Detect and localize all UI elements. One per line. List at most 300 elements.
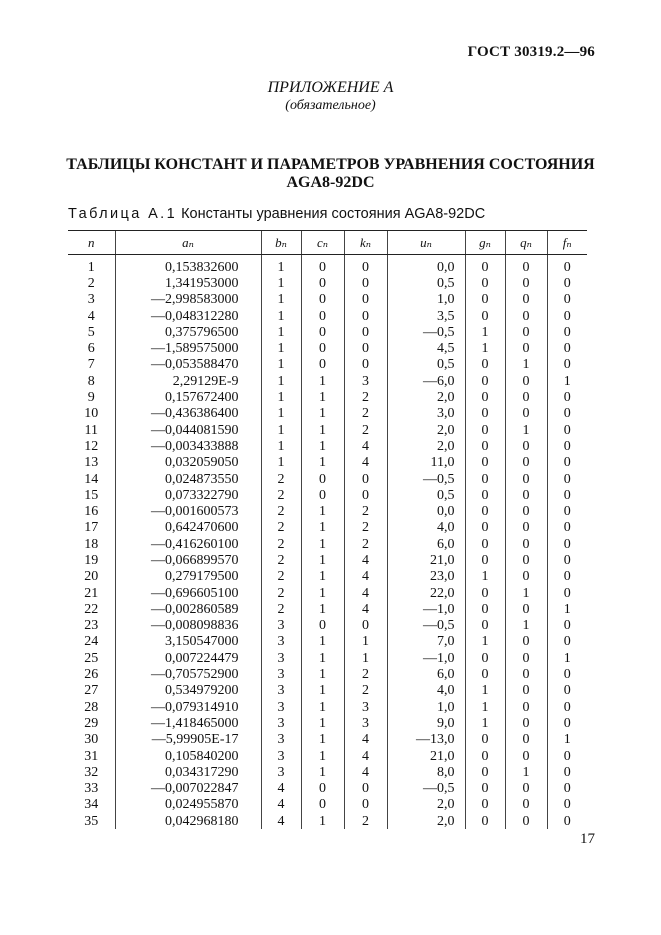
cell-col-f: 0 [547,683,587,699]
cell-col-g: 0 [465,503,505,519]
cell-col-a: 0,534979200 [115,683,261,699]
cell-col-k: 4 [344,438,387,454]
cell-col-f: 0 [547,634,587,650]
cell-col-a: —5,99905E-17 [115,732,261,748]
cell-col-c: 0 [301,324,344,340]
cell-col-a: 2,29129E-9 [115,373,261,389]
cell-col-b: 3 [261,666,301,682]
cell-col-b: 4 [261,813,301,829]
cell-col-f: 0 [547,255,587,276]
cell-col-u: 0,5 [387,357,465,373]
cell-col-u: 9,0 [387,715,465,731]
cell-col-q: 0 [505,569,547,585]
table-row [68,373,587,389]
cell-col-u: 7,0 [387,634,465,650]
cell-col-g: 0 [465,764,505,780]
standard-number: ГОСТ 30319.2—96 [467,44,595,60]
cell-col-n: 8 [87,373,95,389]
cell-col-a: —0,705752900 [115,666,261,682]
cell-col-b: 4 [261,781,301,797]
header-col-f: fₙ [547,231,587,255]
cell-col-g: 0 [465,781,505,797]
cell-col-k: 4 [344,585,387,601]
cell-col-g: 1 [465,634,505,650]
cell-col-n: 25 [84,650,99,666]
cell-col-n: 34 [84,797,99,813]
cell-col-q: 0 [505,340,547,356]
cell-col-f: 0 [547,748,587,764]
cell-col-g: 0 [465,255,505,276]
header-col-a: aₙ [115,231,261,255]
cell-col-b: 2 [261,503,301,519]
cell-col-q: 0 [505,406,547,422]
cell-col-b: 3 [261,683,301,699]
cell-col-n: 2 [87,275,95,291]
cell-col-n: 10 [84,406,99,422]
cell-col-u: 0,0 [387,255,465,276]
cell-col-b: 1 [261,357,301,373]
cell-col-f: 1 [547,732,587,748]
cell-col-u: 2,0 [387,797,465,813]
appendix-subtitle: (обязательное) [285,98,376,113]
cell-col-a: 0,024873550 [115,471,261,487]
cell-col-a: 0,042968180 [115,813,261,829]
table-row [68,797,587,813]
cell-col-k: 0 [344,275,387,291]
table-row [68,715,587,731]
table-body [68,255,587,830]
cell-col-k: 3 [344,373,387,389]
cell-col-k: 2 [344,813,387,829]
table-row [68,732,587,748]
cell-col-k: 0 [344,324,387,340]
cell-col-b: 2 [261,585,301,601]
cell-col-c: 1 [301,732,344,748]
header-col-g: gₙ [465,231,505,255]
cell-col-k: 2 [344,389,387,405]
cell-col-k: 4 [344,748,387,764]
cell-col-n: 20 [84,569,99,585]
cell-col-a: 0,279179500 [115,569,261,585]
cell-col-b: 4 [261,797,301,813]
cell-col-a: —0,001600573 [115,503,261,519]
cell-col-g: 0 [465,650,505,666]
cell-col-n: 1 [87,259,95,275]
cell-col-u: 21,0 [387,552,465,568]
cell-col-u: 2,0 [387,422,465,438]
cell-col-f: 0 [547,455,587,471]
table-row [68,275,587,291]
cell-col-g: 0 [465,601,505,617]
cell-col-a: 0,157672400 [115,389,261,405]
cell-col-u: 3,5 [387,308,465,324]
cell-col-g: 0 [465,373,505,389]
cell-col-b: 1 [261,389,301,405]
table-row [68,781,587,797]
table-row [68,569,587,585]
cell-col-n: 26 [84,667,99,683]
cell-col-f: 0 [547,324,587,340]
cell-col-g: 0 [465,422,505,438]
cell-col-c: 1 [301,634,344,650]
cell-col-a: 0,642470600 [115,520,261,536]
cell-col-g: 1 [465,683,505,699]
cell-col-b: 2 [261,569,301,585]
cell-col-a: 3,150547000 [115,634,261,650]
cell-col-n: 21 [84,585,99,601]
cell-col-k: 2 [344,503,387,519]
cell-col-q: 0 [505,732,547,748]
cell-col-a: 0,034317290 [115,764,261,780]
cell-col-c: 0 [301,487,344,503]
cell-col-a: —0,048312280 [115,308,261,324]
cell-col-q: 1 [505,422,547,438]
cell-col-b: 3 [261,748,301,764]
cell-col-f: 0 [547,308,587,324]
cell-col-a: 0,153832600 [115,255,261,276]
cell-col-g: 1 [465,715,505,731]
cell-col-g: 0 [465,666,505,682]
cell-col-c: 1 [301,699,344,715]
cell-col-g: 0 [465,520,505,536]
cell-col-b: 1 [261,324,301,340]
cell-col-c: 1 [301,455,344,471]
cell-col-c: 1 [301,438,344,454]
cell-col-q: 0 [505,487,547,503]
cell-col-f: 0 [547,340,587,356]
cell-col-u: 2,0 [387,438,465,454]
cell-col-f: 0 [547,422,587,438]
cell-col-f: 1 [547,601,587,617]
table-row [68,585,587,601]
cell-col-u: 1,0 [387,292,465,308]
cell-col-q: 0 [505,438,547,454]
cell-col-f: 0 [547,715,587,731]
cell-col-n: 29 [84,715,99,731]
cell-col-b: 1 [261,340,301,356]
table-caption [68,206,485,222]
cell-col-c: 1 [301,503,344,519]
header-col-n: n [68,231,115,255]
table-row [68,471,587,487]
table-row [68,634,587,650]
cell-col-q: 0 [505,292,547,308]
cell-col-n: 13 [84,455,99,471]
cell-col-n: 31 [84,748,99,764]
cell-col-c: 0 [301,255,344,276]
cell-col-b: 3 [261,618,301,634]
cell-col-c: 1 [301,813,344,829]
cell-col-u: 0,5 [387,487,465,503]
cell-col-c: 1 [301,650,344,666]
header-col-k: kₙ [344,231,387,255]
cell-col-q: 0 [505,455,547,471]
cell-col-g: 0 [465,748,505,764]
cell-col-g: 0 [465,275,505,291]
cell-col-n: 7 [87,357,95,373]
cell-col-k: 0 [344,487,387,503]
cell-col-n: 9 [87,390,95,406]
cell-col-n: 3 [87,292,95,308]
cell-col-b: 1 [261,255,301,276]
cell-col-b: 2 [261,520,301,536]
cell-col-k: 0 [344,618,387,634]
table-row [68,764,587,780]
cell-col-q: 0 [505,797,547,813]
cell-col-q: 0 [505,471,547,487]
cell-col-u: 1,0 [387,699,465,715]
cell-col-u: 4,0 [387,520,465,536]
main-title [0,156,661,192]
cell-col-q: 0 [505,748,547,764]
cell-col-n: 15 [84,487,99,503]
cell-col-b: 1 [261,406,301,422]
cell-col-g: 0 [465,438,505,454]
cell-col-q: 0 [505,324,547,340]
cell-col-c: 1 [301,715,344,731]
cell-col-b: 1 [261,455,301,471]
cell-col-b: 1 [261,422,301,438]
cell-col-c: 0 [301,797,344,813]
cell-col-b: 3 [261,650,301,666]
cell-col-u: —13,0 [387,732,465,748]
cell-col-k: 3 [344,699,387,715]
cell-col-c: 0 [301,292,344,308]
cell-col-a: —2,998583000 [115,292,261,308]
cell-col-u: 0,5 [387,275,465,291]
cell-col-k: 0 [344,781,387,797]
cell-col-c: 0 [301,781,344,797]
cell-col-g: 0 [465,357,505,373]
cell-col-q: 0 [505,634,547,650]
cell-col-n: 4 [87,308,95,324]
table-row [68,650,587,666]
table-row [68,340,587,356]
cell-col-k: 2 [344,666,387,682]
table-caption-label: Таблица А.1 [68,206,178,222]
cell-col-f: 0 [547,275,587,291]
cell-col-u: 11,0 [387,455,465,471]
cell-col-f: 0 [547,536,587,552]
cell-col-b: 3 [261,715,301,731]
cell-col-f: 0 [547,438,587,454]
cell-col-c: 0 [301,308,344,324]
cell-col-a: —0,436386400 [115,406,261,422]
cell-col-f: 0 [547,813,587,829]
cell-col-g: 0 [465,536,505,552]
cell-col-c: 1 [301,552,344,568]
table-row [68,487,587,503]
cell-col-g: 0 [465,389,505,405]
table-row [68,683,587,699]
cell-col-n: 16 [84,504,99,520]
cell-col-b: 2 [261,471,301,487]
cell-col-c: 1 [301,569,344,585]
cell-col-c: 1 [301,422,344,438]
cell-col-u: 21,0 [387,748,465,764]
cell-col-c: 1 [301,536,344,552]
table-row [68,292,587,308]
cell-col-u: —1,0 [387,601,465,617]
cell-col-c: 0 [301,357,344,373]
table-row [68,406,587,422]
cell-col-g: 1 [465,340,505,356]
cell-col-u: —0,5 [387,471,465,487]
cell-col-g: 0 [465,813,505,829]
cell-col-c: 1 [301,406,344,422]
cell-col-k: 4 [344,569,387,585]
cell-col-q: 0 [505,813,547,829]
cell-col-f: 0 [547,406,587,422]
cell-col-u: 4,0 [387,683,465,699]
cell-col-k: 0 [344,797,387,813]
cell-col-g: 1 [465,699,505,715]
cell-col-g: 0 [465,618,505,634]
cell-col-k: 2 [344,422,387,438]
table-row [68,699,587,715]
cell-col-g: 0 [465,455,505,471]
cell-col-a: —0,002860589 [115,601,261,617]
table-row [68,813,587,829]
header-col-b: bₙ [261,231,301,255]
cell-col-q: 0 [505,666,547,682]
cell-col-n: 17 [84,520,99,536]
cell-col-g: 0 [465,292,505,308]
cell-col-g: 1 [465,324,505,340]
constants-table [68,230,587,829]
table-row [68,520,587,536]
cell-col-f: 0 [547,357,587,373]
cell-col-q: 0 [505,650,547,666]
cell-col-b: 1 [261,275,301,291]
table-row [68,601,587,617]
cell-col-g: 0 [465,552,505,568]
cell-col-c: 0 [301,618,344,634]
cell-col-n: 19 [84,552,99,568]
cell-col-q: 0 [505,536,547,552]
cell-col-k: 0 [344,292,387,308]
cell-col-q: 0 [505,308,547,324]
cell-col-n: 22 [84,601,99,617]
cell-col-g: 0 [465,406,505,422]
cell-col-k: 4 [344,732,387,748]
cell-col-k: 0 [344,340,387,356]
cell-col-n: 32 [84,764,99,780]
cell-col-c: 1 [301,373,344,389]
cell-col-a: —0,079314910 [115,699,261,715]
cell-col-f: 0 [547,585,587,601]
cell-col-c: 1 [301,764,344,780]
table-row [68,536,587,552]
cell-col-n: 11 [84,422,98,438]
cell-col-n: 27 [84,683,99,699]
cell-col-u: —0,5 [387,781,465,797]
cell-col-a: —0,696605100 [115,585,261,601]
cell-col-a: 0,375796500 [115,324,261,340]
cell-col-q: 0 [505,715,547,731]
cell-col-c: 1 [301,389,344,405]
cell-col-n: 14 [84,471,99,487]
cell-col-f: 0 [547,618,587,634]
cell-col-k: 3 [344,715,387,731]
cell-col-b: 1 [261,292,301,308]
cell-col-b: 3 [261,732,301,748]
cell-col-k: 2 [344,536,387,552]
cell-col-f: 0 [547,487,587,503]
cell-col-u: 2,0 [387,389,465,405]
main-title-line-1: ТАБЛИЦЫ КОНСТАНТ И ПАРАМЕТРОВ УРАВНЕНИЯ СОСТОЯНИЯ [66,156,595,173]
table-row [68,748,587,764]
cell-col-f: 1 [547,650,587,666]
cell-col-g: 0 [465,308,505,324]
table-header-row [68,231,587,255]
table-row [68,324,587,340]
cell-col-n: 23 [84,618,99,634]
cell-col-f: 0 [547,699,587,715]
cell-col-f: 0 [547,471,587,487]
cell-col-n: 12 [84,438,99,454]
cell-col-q: 0 [505,503,547,519]
cell-col-f: 0 [547,764,587,780]
table-row [68,455,587,471]
cell-col-a: 0,007224479 [115,650,261,666]
cell-col-g: 0 [465,585,505,601]
cell-col-q: 0 [505,275,547,291]
cell-col-n: 6 [87,341,95,357]
table-caption-text: Константы уравнения состояния AGA8-92DC [181,206,486,222]
cell-col-f: 0 [547,292,587,308]
cell-col-u: 23,0 [387,569,465,585]
cell-col-u: —1,0 [387,650,465,666]
cell-col-b: 1 [261,308,301,324]
cell-col-u: 2,0 [387,813,465,829]
table-row [68,618,587,634]
cell-col-b: 3 [261,764,301,780]
cell-col-n: 24 [84,634,99,650]
cell-col-n: 30 [84,732,99,748]
cell-col-u: 6,0 [387,536,465,552]
cell-col-u: 3,0 [387,406,465,422]
table-row [68,357,587,373]
cell-col-g: 0 [465,797,505,813]
cell-col-a: 0,105840200 [115,748,261,764]
cell-col-q: 0 [505,520,547,536]
cell-col-c: 1 [301,520,344,536]
cell-col-u: —0,5 [387,618,465,634]
cell-col-k: 4 [344,552,387,568]
cell-col-u: —6,0 [387,373,465,389]
table-row [68,503,587,519]
cell-col-a: 0,032059050 [115,455,261,471]
cell-col-a: 0,024955870 [115,797,261,813]
cell-col-f: 0 [547,520,587,536]
cell-col-k: 1 [344,634,387,650]
cell-col-a: —0,007022847 [115,781,261,797]
cell-col-k: 2 [344,520,387,536]
cell-col-q: 0 [505,601,547,617]
cell-col-k: 2 [344,406,387,422]
cell-col-q: 0 [505,683,547,699]
cell-col-b: 2 [261,601,301,617]
cell-col-a: 1,341953000 [115,275,261,291]
cell-col-n: 18 [84,536,99,552]
cell-col-a: —0,066899570 [115,552,261,568]
cell-col-k: 0 [344,471,387,487]
table-row [68,422,587,438]
cell-col-b: 2 [261,487,301,503]
cell-col-f: 0 [547,503,587,519]
cell-col-u: 4,5 [387,340,465,356]
